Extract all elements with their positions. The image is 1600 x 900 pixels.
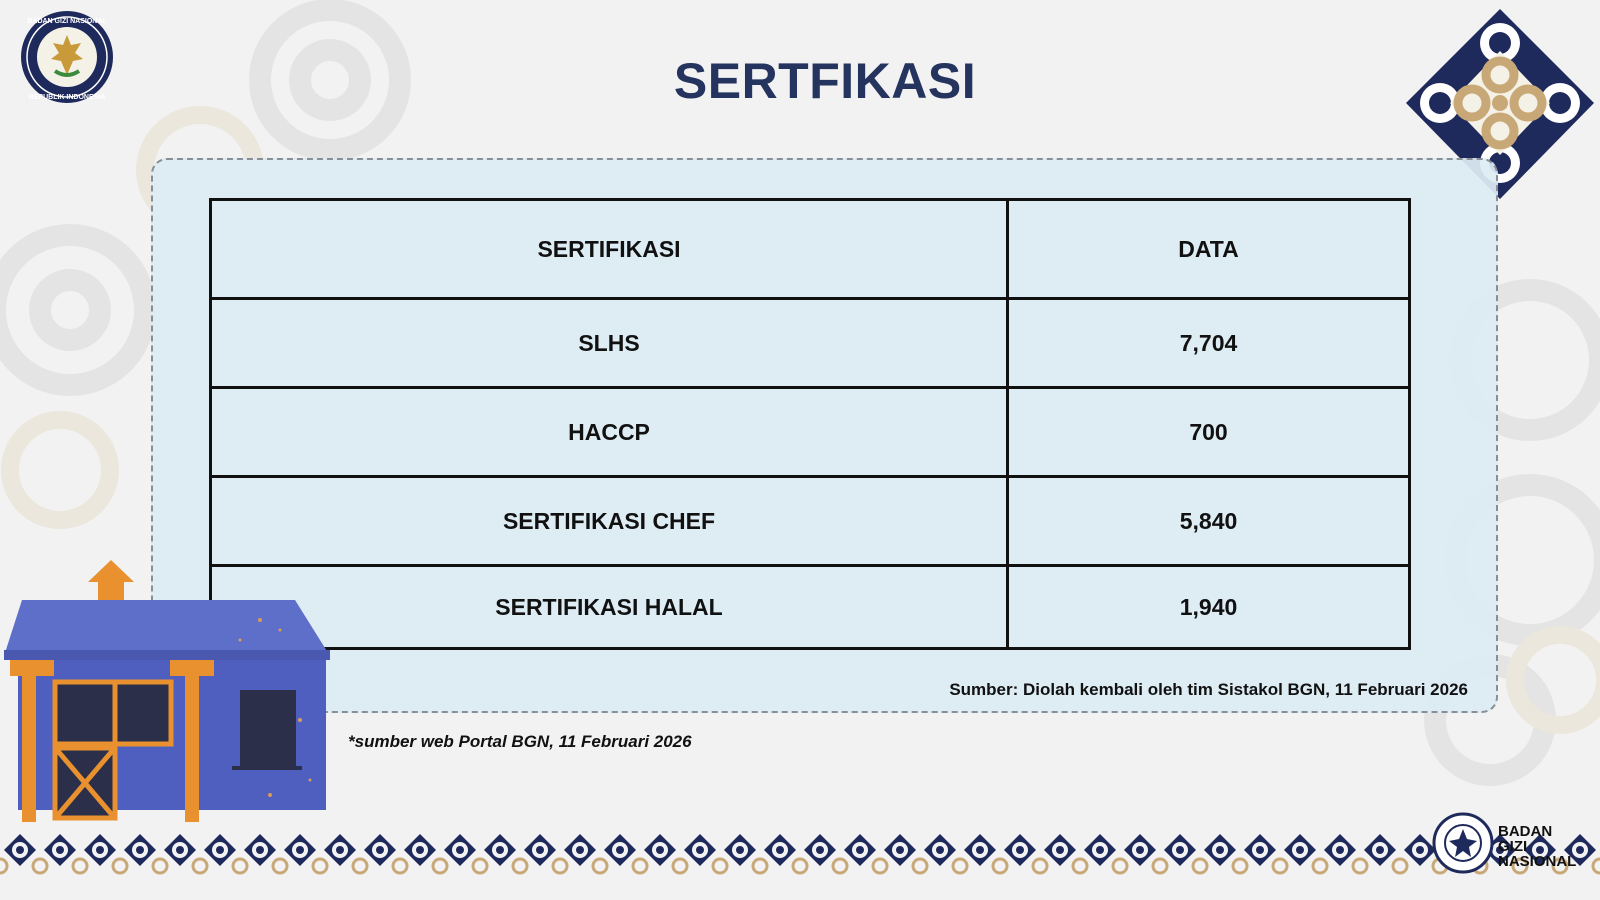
source-note: Sumber: Diolah kembali oleh tim Sistakol BGN, 11 Februari 2026 — [949, 680, 1468, 699]
row-name: SERTIFIKASI CHEF — [211, 477, 1008, 566]
table-row — [211, 566, 1410, 649]
seal-text-top: BADAN GIZI NASIONAL — [27, 18, 107, 25]
logo-line-3: NASIONAL — [1498, 853, 1577, 870]
row-name: SLHS — [211, 299, 1008, 388]
row-name: HACCP — [211, 388, 1008, 477]
decorative-border — [0, 832, 1600, 900]
footer-logo — [1432, 812, 1600, 882]
row-name: SERTIFIKASI HALAL — [211, 566, 1008, 649]
row-value: 5,840 — [1008, 477, 1410, 566]
mini-seal-icon — [1432, 812, 1494, 874]
row-value: 1,940 — [1008, 566, 1410, 649]
kitchen-building-illustration — [0, 560, 340, 830]
table-row — [211, 388, 1410, 477]
table-header-row — [211, 200, 1410, 299]
footnote: *sumber web Portal BGN, 11 Februari 2026 — [348, 732, 692, 751]
seal-text-bottom: REPUBLIK INDONESIA — [28, 94, 106, 101]
logo-line-2: GIZI — [1498, 838, 1528, 855]
table-row — [211, 299, 1410, 388]
row-value: 7,704 — [1008, 299, 1410, 388]
certification-table — [209, 198, 1411, 650]
logo-line-1: BADAN — [1498, 823, 1553, 840]
page-title: SERTFIKASI — [673, 53, 977, 109]
header-sertifikasi: SERTIFIKASI — [211, 200, 1008, 299]
header-data: DATA — [1008, 200, 1410, 299]
row-value: 700 — [1008, 388, 1410, 477]
table-row — [211, 477, 1410, 566]
